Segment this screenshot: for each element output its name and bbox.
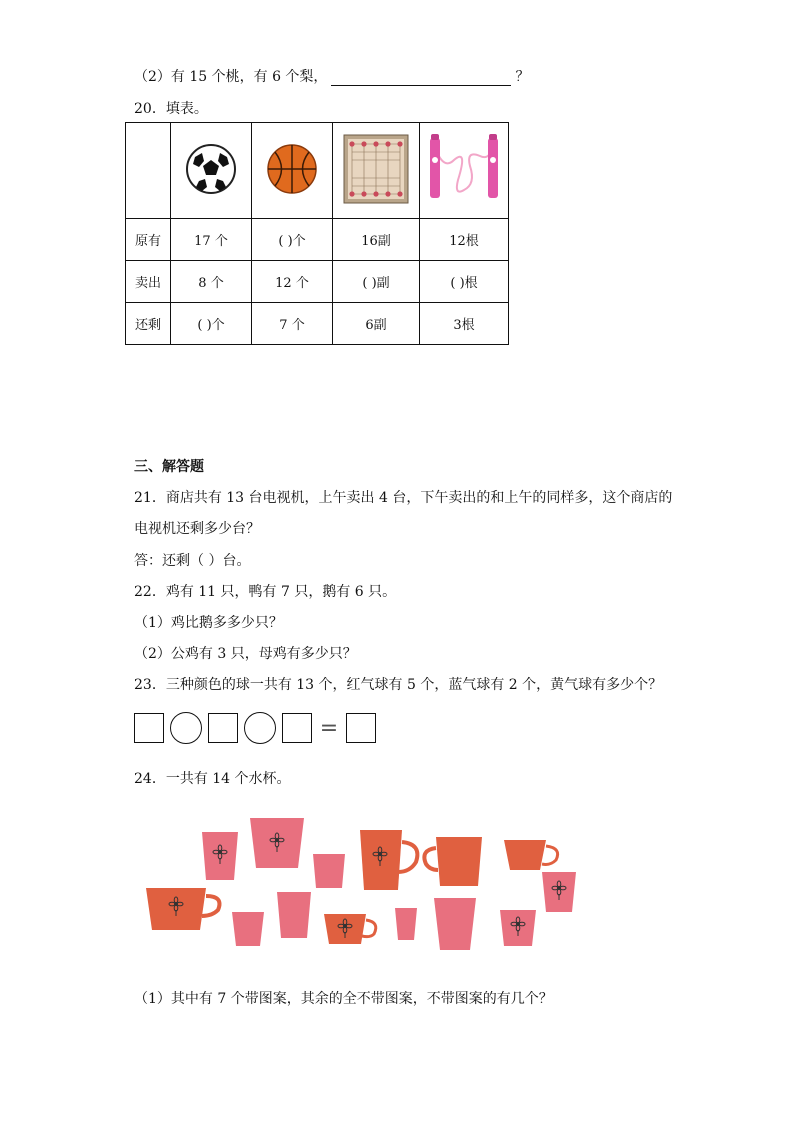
q23-stem: 23．三种颜色的球一共有 13 个，红气球有 5 个，蓝气球有 2 个，黄气球有多少个？ <box>134 677 663 693</box>
row-label: 还剩 <box>126 303 171 345</box>
q19-part2-text: （2）有 15 个桃，有 6 个梨， <box>134 69 328 85</box>
number-box[interactable] <box>134 713 164 743</box>
cup-icon <box>500 910 536 946</box>
equals-sign: = <box>319 715 339 741</box>
cup-icon <box>232 912 264 946</box>
basketball-icon <box>266 143 318 195</box>
table-cell-blank[interactable]: ( )副 <box>333 261 420 303</box>
cup-icon <box>504 840 558 870</box>
chess-board-cell <box>333 123 420 219</box>
table-cell-blank[interactable]: ( )个 <box>252 219 333 261</box>
q21-line1: 21．商店共有 13 台电视机，上午卖出 4 台，下午卖出的和上午的同样多，这个商店的 <box>134 490 673 506</box>
q21-answer: 答：还剩（ ）台。 <box>134 553 251 569</box>
operator-circle[interactable] <box>244 712 276 744</box>
q24-part1: （1）其中有 7 个带图案，其余的全不带图案，不带图案的有几个？ <box>134 991 553 1007</box>
cup-icon <box>202 832 238 880</box>
cups-illustration <box>140 812 580 952</box>
q19-part2-suffix: ？ <box>515 69 530 85</box>
answer-blank[interactable] <box>331 71 511 86</box>
table-cell: 7 个 <box>252 303 333 345</box>
soccer-ball-cell <box>171 123 252 219</box>
soccer-ball-icon <box>185 143 237 195</box>
q22-part1: （1）鸡比鹅多多少只？ <box>134 615 283 631</box>
result-box[interactable] <box>346 713 376 743</box>
cup-icon <box>250 818 304 868</box>
table-cell: 17 个 <box>171 219 252 261</box>
cup-icon <box>313 854 345 888</box>
table-cell: 12 个 <box>252 261 333 303</box>
operator-circle[interactable] <box>170 712 202 744</box>
cup-icon <box>360 830 417 890</box>
table-cell-blank[interactable]: ( )个 <box>171 303 252 345</box>
section-title: 三、解答题 <box>134 459 204 475</box>
q24-stem: 24．一共有 14 个水杯。 <box>134 771 291 787</box>
basketball-cell <box>252 123 333 219</box>
jump-rope-icon <box>424 130 504 208</box>
q22-part2: （2）公鸡有 3 只，母鸡有多少只？ <box>134 646 357 662</box>
number-box[interactable] <box>208 713 238 743</box>
table-row <box>126 261 509 303</box>
row-label: 卖出 <box>126 261 171 303</box>
table-cell: 8 个 <box>171 261 252 303</box>
table-cell: 6副 <box>333 303 420 345</box>
chess-board-icon <box>343 134 409 204</box>
q19-part2 <box>134 66 529 86</box>
cup-icon <box>424 837 482 886</box>
q20-title: 20．填表。 <box>134 101 208 117</box>
fill-table <box>125 122 509 345</box>
cup-icon <box>434 898 476 950</box>
number-box[interactable] <box>282 713 312 743</box>
q21-line2: 电视机还剩多少台？ <box>134 521 260 537</box>
table-cell-blank[interactable]: ( )根 <box>420 261 509 303</box>
row-label: 原有 <box>126 219 171 261</box>
jump-rope-cell <box>420 123 509 219</box>
table-cell: 12根 <box>420 219 509 261</box>
cup-icon <box>146 888 220 930</box>
table-cell: 16副 <box>333 219 420 261</box>
cup-icon <box>395 908 417 940</box>
cup-icon <box>277 892 311 938</box>
q22-stem: 22．鸡有 11 只，鸭有 7 只，鹅有 6 只。 <box>134 584 397 600</box>
table-row <box>126 219 509 261</box>
cup-icon <box>324 914 376 944</box>
table-row <box>126 303 509 345</box>
empty-header-cell <box>126 123 171 219</box>
table-cell: 3根 <box>420 303 509 345</box>
equation-boxes <box>134 712 376 744</box>
cup-icon <box>542 872 576 912</box>
